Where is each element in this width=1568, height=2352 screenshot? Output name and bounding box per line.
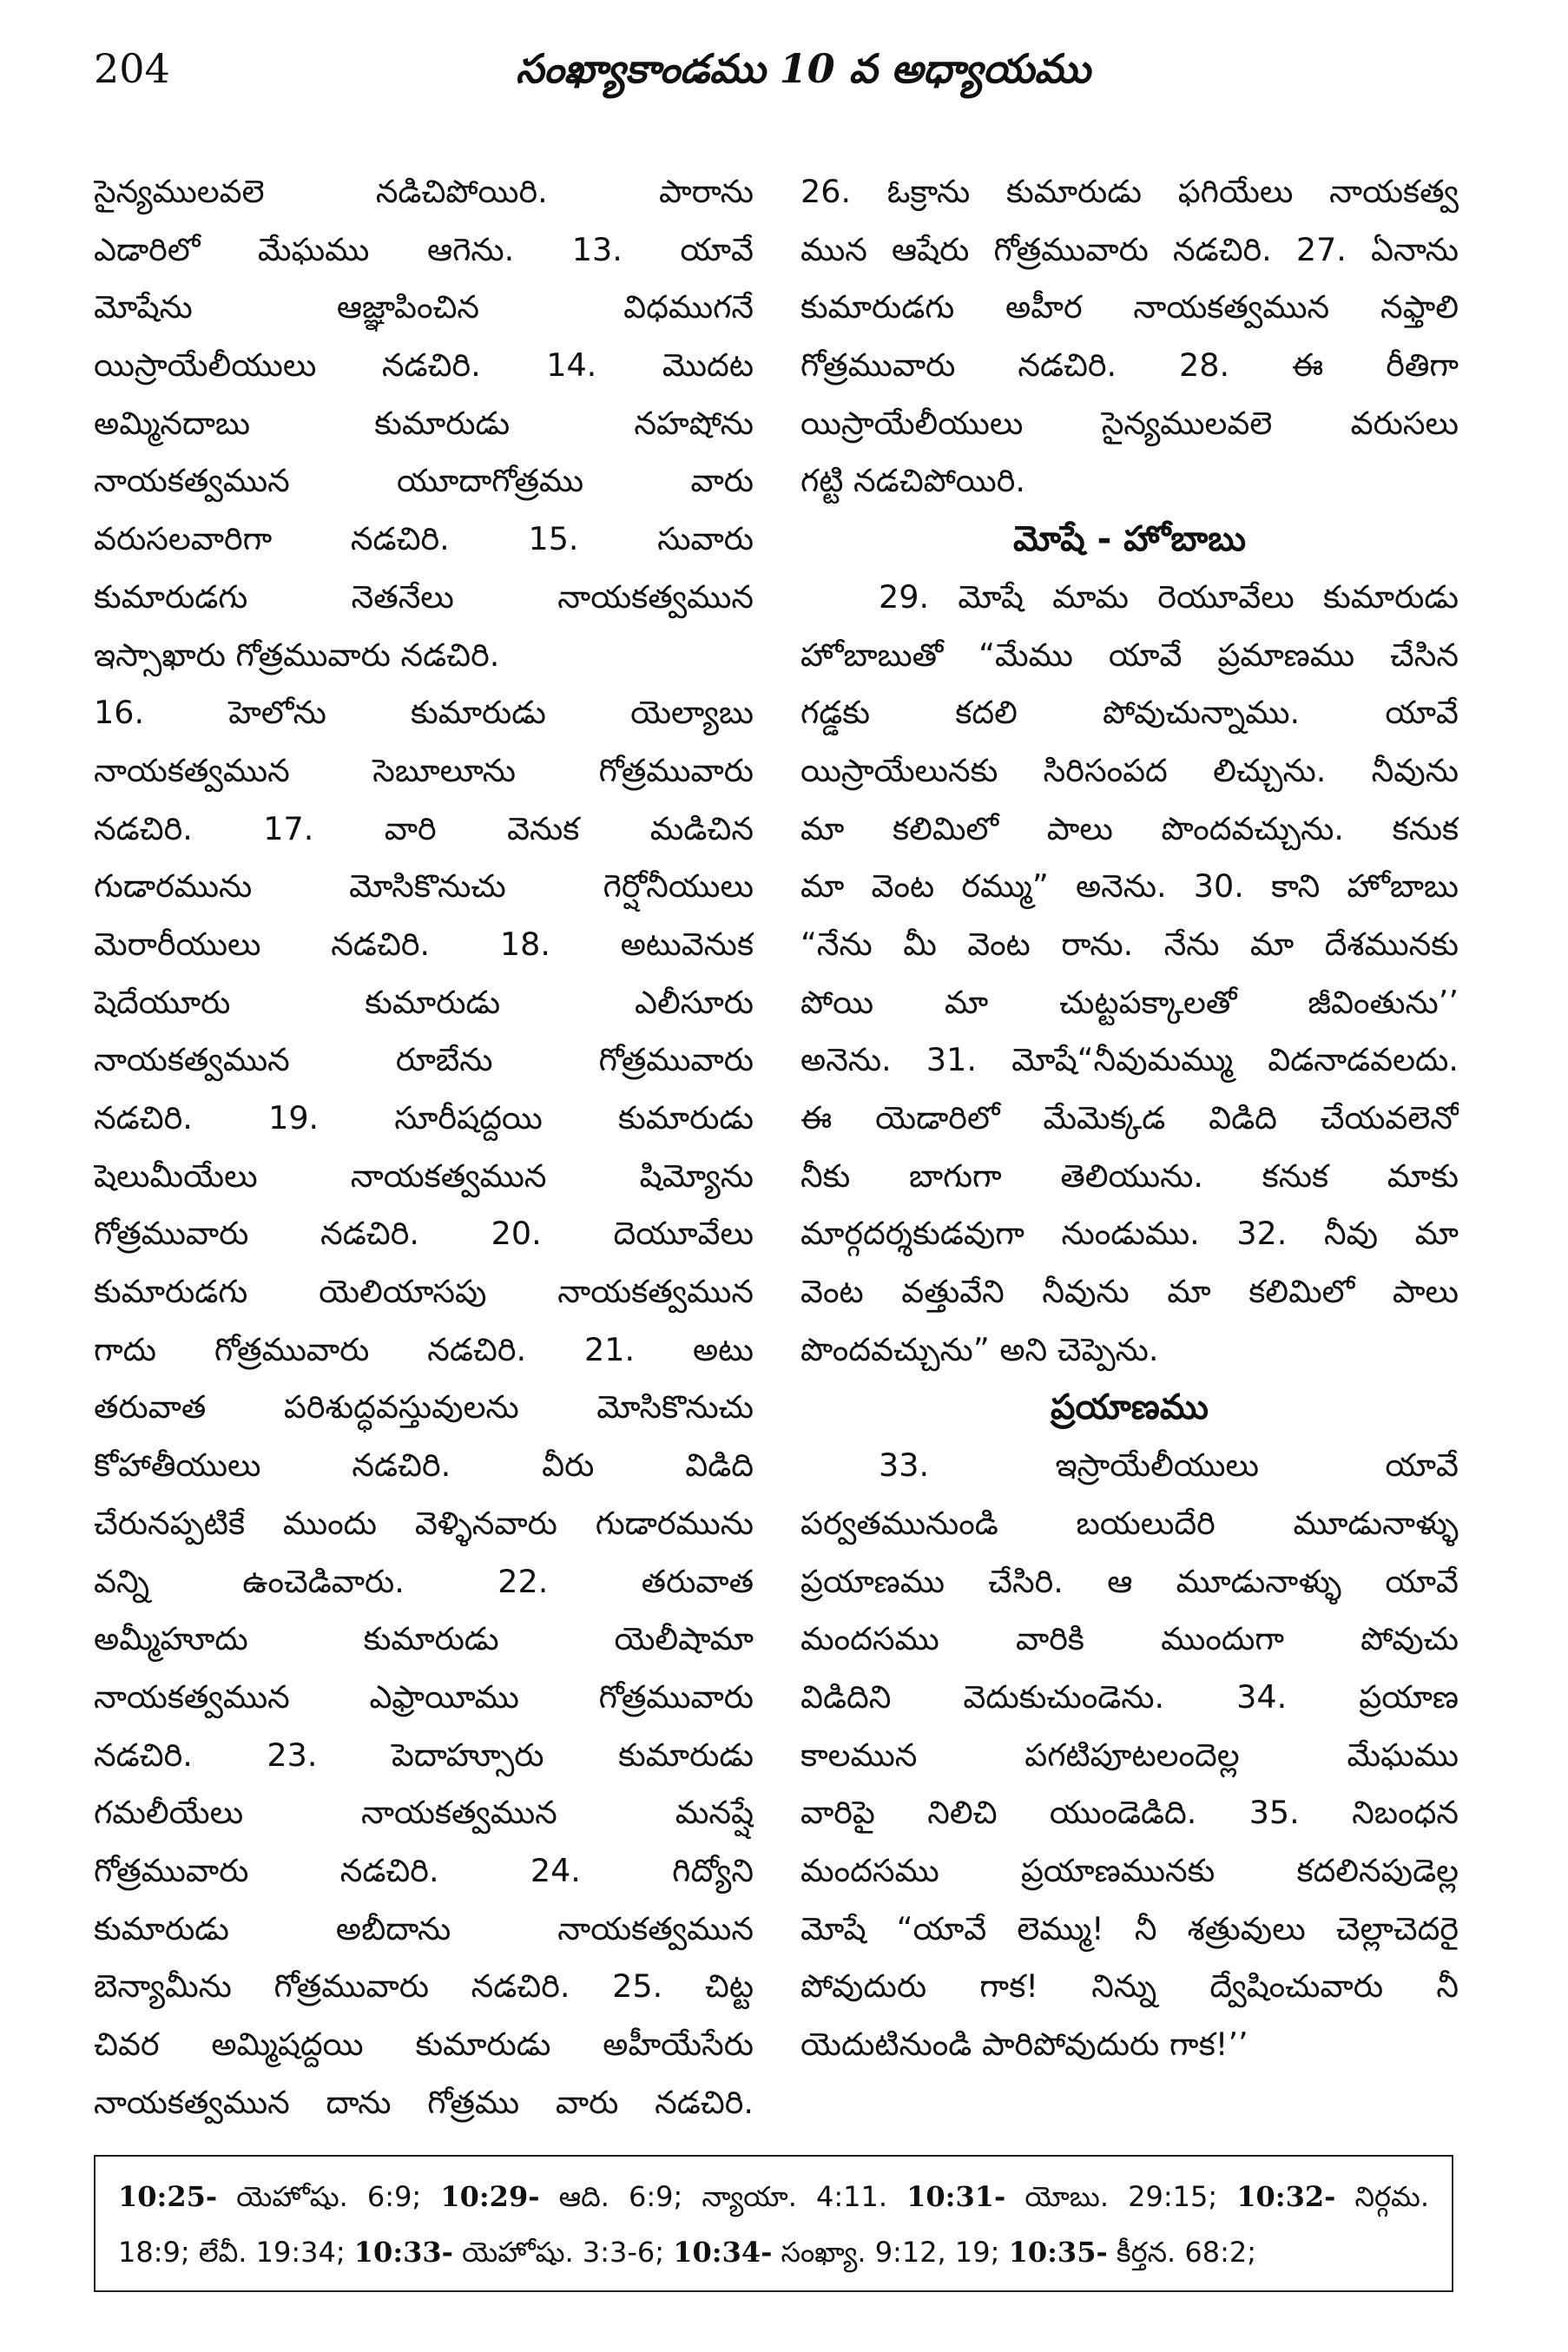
text-line: మందసము ప్రయాణమునకు కదలినపుడెల్ల [800, 1851, 1459, 1889]
text-line: మా వెంట రమ్ము” అనెను. 30. కాని హోబాబు [800, 867, 1459, 906]
text-line: యెదుటినుండి పారిపోవుదురు గాక!’’ [800, 2026, 1248, 2063]
text-line: ఈ యెడారిలో మేమెక్కడ విడిది చేయవలెనో [800, 1099, 1459, 1136]
text-line: యిస్రాయేలీయులు సైన్యములవలె వరుసలు [800, 404, 1459, 442]
text-line: మోషేను ఆజ్ఞాపించిన విధముగనే [94, 288, 754, 326]
text-line: అమ్మీహూదు కుమారుడు యెలీషామా [94, 1620, 754, 1658]
text-line: అనెను. 31. మోషే“నీవుమమ్ము విడనాడవలదు. [800, 1041, 1459, 1079]
cross-reference-line [118, 2169, 1429, 2224]
text-line: కాలమున పగటిపూటలందెల్ల మేఘము [800, 1736, 1459, 1774]
text-line: కుమారుడగు అహీర నాయకత్వమున నఫ్తాలి [800, 288, 1459, 326]
text-line: పోవుదురు గాక! నిన్ను ద్వేషించువారు నీ [800, 1967, 1459, 2006]
text-line: మోషే “యావే లెమ్ము! నీ శత్రువులు చెల్లాచెదరై [800, 1909, 1459, 1947]
text-line: గోత్రమువారు నడచిరి. 24. గిద్యోని [94, 1851, 754, 1889]
text-line: వన్ని ఉంచెడివారు. 22. తరువాత [94, 1562, 754, 1600]
text-line: మున ఆషేరు గోత్రమువారు నడచిరి. 27. ఏనాను [800, 230, 1459, 268]
text-line: నాయకత్వమున ఎఫ్రాయీము గోత్రమువారు [94, 1677, 754, 1716]
text-line: “నేను మీ వెంట రాను. నేను మా దేశమునకు [800, 925, 1459, 963]
reference-text: యెహోషు. 6:9; [217, 2180, 441, 2213]
text-line: నీకు బాగుగా తెలియును. కనుక మాకు [800, 1156, 1459, 1195]
text-line: యిస్రాయేలీయులు నడచిరి. 14. మొదట [94, 346, 754, 385]
text-line: గమలీయేలు నాయకత్వమున మనష్షే [94, 1794, 754, 1832]
section-heading-moses-hobab: మోషే - హోబాబు [1012, 519, 1247, 560]
text-line: గడ్డకు కదలి పోవుచున్నాము. యావే [800, 694, 1459, 732]
running-head: సంఖ్యాకాండము 10 వ అధ్యాయము [516, 45, 1090, 92]
text-line: 26. ఓక్రాను కుమారుడు ఫగియేలు నాయకత్వ [800, 173, 1459, 210]
text-line: గాదు గోత్రమువారు నడచిరి. 21. అటు [94, 1330, 754, 1368]
right-block-2 [800, 569, 1459, 1380]
text-line: ఇస్సాఖారు గోత్రమువారు నడచిరి. [94, 636, 500, 674]
cross-reference-line [118, 2224, 1429, 2280]
text-line: గోత్రమువారు నడచిరి. 20. దెయూవేలు [94, 1215, 754, 1253]
left-column [94, 163, 754, 2131]
verse-reference: 10:31- [906, 2180, 1006, 2213]
reference-text: 18:9; లేవీ. 19:34; [118, 2236, 354, 2269]
text-line: నాయకత్వమున సెబూలూను గోత్రమువారు [94, 751, 754, 789]
text-line: పొందవచ్చును” అని చెప్పెను. [800, 1330, 1159, 1368]
right-block-3 [800, 1437, 1459, 2074]
cross-reference-box [94, 2155, 1453, 2292]
text-line: వారిపై నిలిచి యుండెడిది. 35. నిబంధన [800, 1794, 1459, 1832]
reference-text: యోబు. 29:15; [1005, 2180, 1237, 2213]
text-line: మా కలిమిలో పాలు పొందవచ్చును. కనుక [800, 809, 1459, 847]
text-line: మార్గదర్శకుడవుగా నుండుము. 32. నీవు మా [800, 1215, 1459, 1253]
text-line: బెన్యామీను గోత్రమువారు నడచిరి. 25. చిట్ట [94, 1967, 754, 2006]
text-line: ప్రయాణము చేసిరి. ఆ మూడునాళ్ళు యావే [800, 1562, 1459, 1600]
section-heading-journey: ప్రయాణము [1051, 1387, 1209, 1428]
text-line: కోహాతీయులు నడచిరి. వీరు విడిది [94, 1446, 754, 1485]
verse-reference: 10:35- [1008, 2236, 1108, 2269]
text-line: నడచిరి. 17. వారి వెనుక మడిచిన [94, 809, 754, 847]
text-line: గట్టి నడచిపోయిరి. [800, 462, 1025, 500]
reference-text: కీర్తన. 68:2; [1107, 2236, 1257, 2269]
text-line: వెంట వత్తువేని నీవును మా కలిమిలో పాలు [800, 1273, 1459, 1311]
page-number: 204 [94, 45, 170, 92]
text-line: నాయకత్వమున యూదాగోత్రము వారు [94, 462, 754, 500]
text-line: 16. హెలోను కుమారుడు యెల్యాబు [94, 694, 754, 732]
text-line: యిస్రాయేలునకు సిరిసంపద లిచ్చును. నీవును [800, 751, 1459, 789]
verse-reference: 10:33- [353, 2236, 453, 2269]
text-line: హోబాబుతో “మేము యావే ప్రమాణము చేసిన [800, 636, 1459, 674]
text-line: చేరునప్పటికే ముందు వెళ్ళినవారు గుడారమును [94, 1504, 754, 1542]
right-block-1 [800, 163, 1459, 511]
text-line: సైన్యములవలె నడిచిపోయిరి. పారాను [94, 173, 754, 210]
text-line: 33. ఇస్రాయేలీయులు యావే [879, 1446, 1459, 1485]
verse-reference: 10:32- [1236, 2180, 1336, 2213]
text-line: నడచిరి. 23. పెదాహ్సూరు కుమారుడు [94, 1736, 754, 1774]
text-line: విడిదిని వెదుకుచుండెను. 34. ప్రయాణ [800, 1677, 1459, 1716]
text-line: చివర అమ్మిషద్దయి కుమారుడు అహీయేసేరు [94, 2026, 754, 2063]
verse-reference: 10:34- [673, 2236, 773, 2269]
text-line: కుమారుడగు యెలియాసపు నాయకత్వమున [94, 1273, 754, 1311]
text-line: మందసము వారికి ముందుగా పోవుచు [800, 1620, 1459, 1658]
text-line: గోత్రమువారు నడచిరి. 28. ఈ రీతిగా [800, 346, 1459, 385]
reference-text: నిర్గమ. [1335, 2180, 1429, 2213]
text-line: అమ్మినదాబు కుమారుడు నహషోను [94, 404, 754, 442]
text-line: పర్వతమునుండి బయలుదేరి మూడునాళ్ళు [800, 1504, 1459, 1542]
text-line: కుమారుడు అబీదాను నాయకత్వమున [94, 1909, 754, 1947]
text-line: 29. మోషే మామ రెయూవేలు కుమారుడు [879, 577, 1459, 616]
text-line: నాయకత్వమున దాను గోత్రము వారు నడచిరి. [94, 2083, 754, 2121]
text-line: గుడారమును మోసికొనుచు గెర్షోనీయులు [94, 867, 754, 906]
text-line: వరుసలవారిగా నడచిరి. 15. సువారు [94, 520, 754, 558]
reference-text: సంఖ్యా. 9:12, 19; [772, 2236, 1009, 2269]
verse-reference: 10:29- [440, 2180, 540, 2213]
text-line: నడచిరి. 19. సూరీషద్దయి కుమారుడు [94, 1099, 754, 1136]
verse-reference: 10:25- [118, 2180, 218, 2213]
text-line: నాయకత్వమున రూబేను గోత్రమువారు [94, 1041, 754, 1079]
text-line: ఎడారిలో మేఘము ఆగెను. 13. యావే [94, 230, 754, 268]
text-line: కుమారుడగు నెతనేలు నాయకత్వమున [94, 577, 754, 616]
text-line: షెదేయూరు కుమారుడు ఎలీసూరు [94, 983, 754, 1021]
text-line: తరువాత పరిశుద్ధవస్తువులను మోసికొనుచు [94, 1388, 754, 1426]
reference-text: యెహోషు. 3:3-6; [452, 2236, 674, 2269]
text-line: షెలుమీయేలు నాయకత్వమున షిమ్యోను [94, 1156, 754, 1195]
right-column [800, 163, 1459, 2074]
text-line: పోయి మా చుట్టపక్కాలతో జీవింతును’’ [800, 983, 1459, 1021]
text-line: మెరారీయులు నడచిరి. 18. అటువెనుక [94, 925, 754, 963]
reference-text: ఆది. 6:9; న్యాయా. 4:11. [539, 2180, 907, 2213]
